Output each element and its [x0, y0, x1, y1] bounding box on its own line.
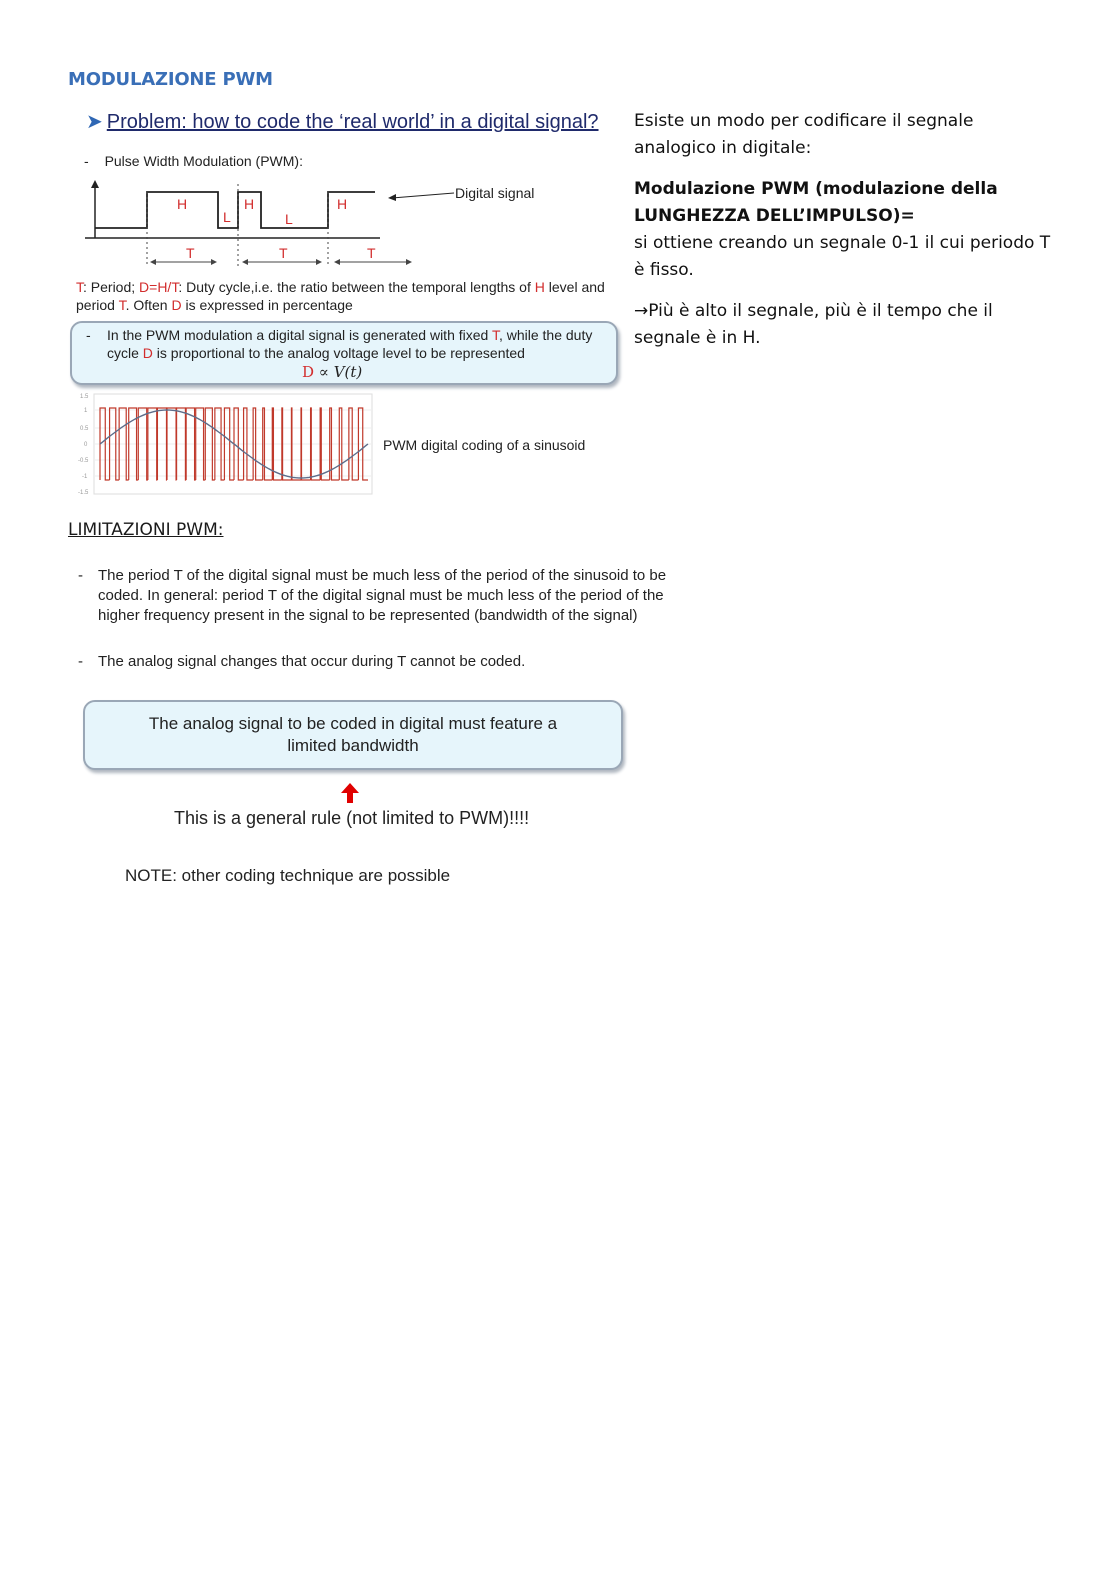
dash: - [78, 567, 83, 584]
svg-text:1: 1 [84, 408, 88, 414]
limitation-text-2: The analog signal changes that occur during T cannot be coded. [98, 653, 526, 670]
pwm-sinusoid-plot [76, 390, 376, 498]
def-h: H [534, 279, 545, 295]
notes-intro: Esiste un modo per codificare il segnale analogico in digitale: [634, 111, 974, 158]
level-label-h1: H [177, 196, 188, 212]
level-label-l2: L [285, 211, 293, 227]
svg-text:-1: -1 [82, 474, 88, 480]
def-d2: D [171, 297, 182, 313]
slide-problem-title [86, 109, 599, 134]
limitations-title: LIMITAZIONI PWM: [68, 520, 224, 540]
notes-body: si ottiene creando un segnale 0-1 il cui periodo T è fisso. [634, 233, 1051, 280]
def-part2: : Duty cycle,i.e. the ratio between the temporal lengths of [178, 279, 535, 295]
svg-text:-1.5: -1.5 [78, 490, 89, 496]
def-t2: T [118, 297, 126, 313]
period-label-3: T [367, 245, 376, 261]
box-t: T [491, 327, 499, 343]
level-label-h3: H [337, 196, 348, 212]
bandwidth-box-text: The analog signal to be coded in digital must feature a limited bandwidth [148, 714, 558, 755]
bandwidth-box [83, 700, 623, 770]
def-part1: : Period; [83, 279, 140, 295]
dash: - [78, 653, 83, 670]
pwm-waveform-diagram [80, 176, 560, 272]
box-d: D [142, 345, 153, 361]
sinusoid-caption: PWM digital coding of a sinusoid [383, 437, 586, 453]
box-part3: is proportional to the analog voltage level to be represented [152, 345, 525, 361]
up-arrow-icon [340, 782, 360, 804]
formula-rest: ∝ V(t) [314, 363, 363, 381]
box-dash: - [86, 327, 91, 343]
def-t: T [76, 279, 83, 295]
notes-bold-title: Modulazione PWM (modulazione della LUNGHEZZA DELL’IMPULSO)= [634, 179, 998, 226]
svg-text:0.5: 0.5 [80, 426, 89, 432]
notes-arrow-note: →Più è alto il segnale, più è il tempo che il segnale è in H. [634, 301, 993, 348]
period-label-1: T [186, 245, 195, 261]
formula [302, 363, 362, 381]
limitation-item-1 [78, 566, 688, 626]
level-label-h2: H [244, 196, 255, 212]
pwm-subtitle [84, 153, 303, 169]
pwm-definition-box [70, 321, 618, 385]
period-definition [76, 278, 616, 314]
subtitle-text: Pulse Width Modulation (PWM): [104, 153, 303, 169]
svg-text:-0.5: -0.5 [78, 458, 89, 464]
digital-signal-line [95, 192, 375, 228]
problem-text: Problem: how to code the ‘real world’ in a digital signal? [106, 111, 599, 133]
general-rule-text: This is a general rule (not limited to PWM)!!!! [174, 808, 530, 828]
box-part1: In the PWM modulation a digital signal is generated with fixed [107, 327, 492, 343]
notes-column [634, 108, 1054, 352]
def-part4: . Often [125, 297, 172, 313]
limitation-item-2 [78, 652, 688, 672]
box-part2: , while the duty cycle [107, 327, 593, 361]
arrow-bullet-icon: ➤ [86, 111, 103, 133]
def-d: D=H/T [139, 279, 179, 295]
page-title: MODULAZIONE PWM [68, 69, 273, 90]
limitation-text-1: The period T of the digital signal must be much less of the period of the sinusoid to be coded. In general: period T of the digital signal must be much less of the period of the higher frequency present in the signal to be represented (bandwidth of the signal) [98, 567, 667, 624]
svg-text:1.5: 1.5 [80, 394, 89, 400]
formula-d: D [302, 363, 315, 381]
def-part3: level and period [76, 279, 605, 313]
dash: - [84, 153, 89, 169]
digital-signal-label: Digital signal [455, 185, 535, 201]
period-label-2: T [279, 245, 288, 261]
def-part5: is expressed in percentage [181, 297, 353, 313]
box-text [107, 326, 602, 362]
note-text: NOTE: other coding technique are possible [125, 866, 451, 885]
level-label-l1: L [223, 209, 231, 225]
svg-text:0: 0 [84, 442, 88, 448]
